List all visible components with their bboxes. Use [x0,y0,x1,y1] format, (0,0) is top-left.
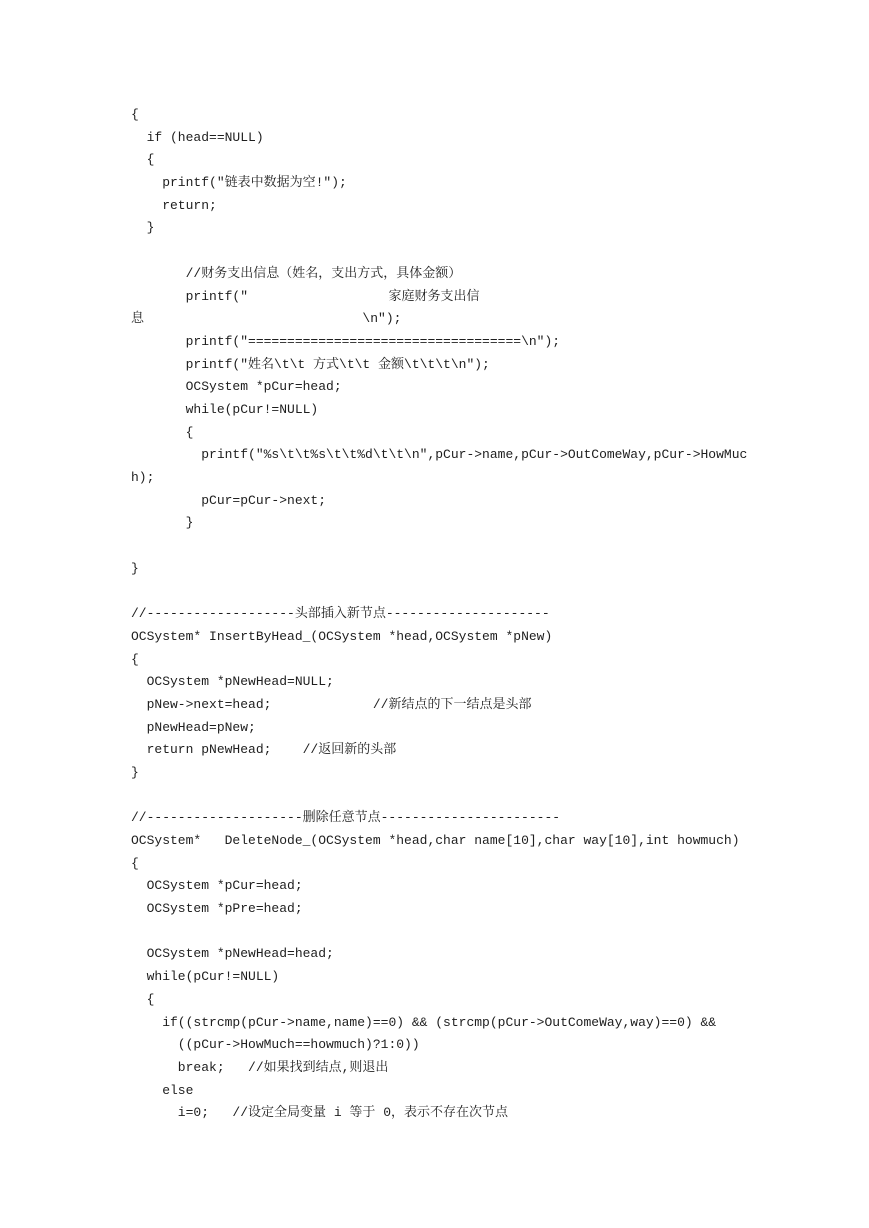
code-line: //财务支出信息（姓名，支出方式，具体金额） [131,265,462,281]
code-line: pNewHead=pNew; [131,719,256,735]
code-line: printf("===================================\n"); [131,333,561,349]
code-line: printf("%s\t\t%s\t\t%d\t\t\n",pCur->name,pCur->OutComeWay,pCur->HowMuc [131,447,748,463]
code-line: //-------------------头部插入新节点--------------------- [131,606,550,622]
code-line: OCSystem *pPre=head; [131,901,303,917]
code-line: pNew->next=head; //新结点的下一结点是头部 [131,696,532,712]
code-line: return pNewHead; //返回新的头部 [131,742,397,758]
code-line: h); [131,470,155,485]
code-line: } [131,764,139,780]
code-line: } [131,515,194,531]
code-line: ((pCur->HowMuch==howmuch)?1:0)) [131,1037,420,1053]
code-line: break; //如果找到结点,则退出 [131,1059,389,1075]
code-line: return; [131,197,217,213]
code-line: { [131,424,194,440]
code-line: printf(" 家庭财务支出信 [131,288,480,304]
code-line: OCSystem *pCur=head; [131,379,342,395]
code-line: 息 \n"); [131,311,402,327]
code-line: { [131,651,139,667]
code-line [131,240,771,263]
code-line: OCSystem* InsertByHead_(OCSystem *head,OCSystem *pNew) [131,628,553,644]
code-line: else [131,1082,194,1098]
code-line: while(pCur!=NULL) [131,969,280,985]
code-line [131,580,771,603]
code-line: if((strcmp(pCur->name,name)==0) && (strcmp(pCur->OutComeWay,way)==0) && [131,1014,717,1030]
code-line: OCSystem *pNewHead=NULL; [131,674,334,690]
code-line: { [131,107,139,122]
code-line: //--------------------删除任意节点----------------------- [131,810,561,826]
code-line: } [131,220,155,236]
code-line [131,785,771,808]
code-line: i=0; //设定全局变量 i 等于 0，表示不存在次节点 [131,1105,509,1121]
code-line [131,535,771,558]
code-line [131,921,771,944]
code-line: OCSystem* DeleteNode_(OCSystem *head,char name[10],char way[10],int howmuch) [131,833,740,848]
code-line: { [131,152,155,168]
code-line: OCSystem *pNewHead=head; [131,946,334,962]
code-line: OCSystem *pCur=head; [131,878,303,894]
code-line: printf("链表中数据为空!"); [131,175,347,191]
code-line: { [131,991,155,1007]
code-line: { [131,855,139,871]
code-block [131,104,771,1125]
code-line: printf("姓名\t\t 方式\t\t 金额\t\t\t\n"); [131,356,490,372]
code-line: if (head==NULL) [131,129,264,145]
code-line: while(pCur!=NULL) [131,401,319,417]
code-line: pCur=pCur->next; [131,492,327,508]
code-line: } [131,560,139,576]
